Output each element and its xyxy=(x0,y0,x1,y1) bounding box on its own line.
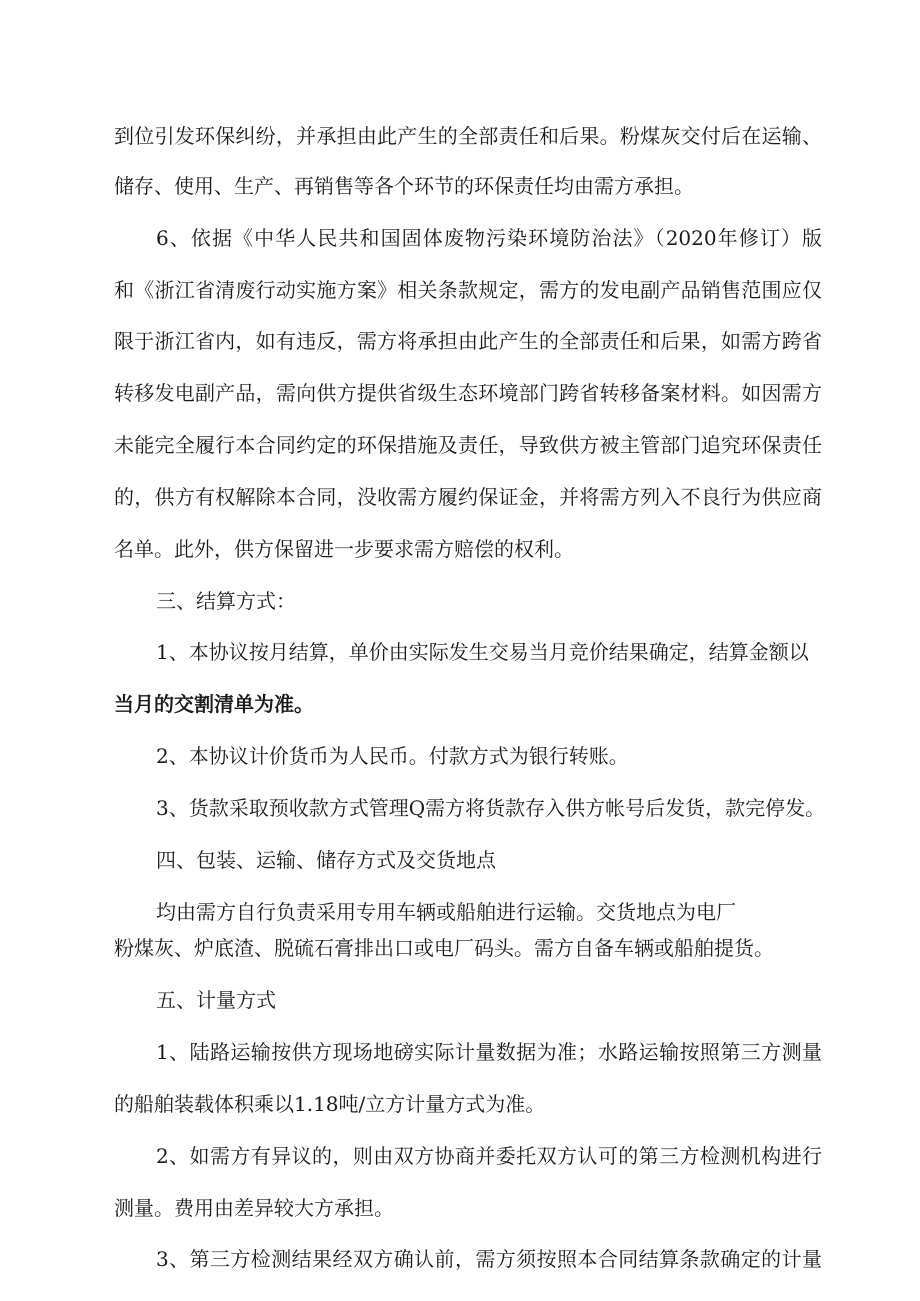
paragraph-line: 和《浙江省清废行动实施方案》相关条款规定，需方的发电副产品销售范围应仅 xyxy=(114,278,822,302)
paragraph-line: 均由需方自行负责采用专用车辆或船舶进行运输。交货地点为电厂 xyxy=(156,900,736,924)
paragraph-line: 到位引发环保纠纷，并承担由此产生的全部责任和后果。粉煤灰交付后在运输、 xyxy=(114,124,822,148)
paragraph-line: 粉煤灰、炉底渣、脱硫石膏排出口或电厂码头。需方自备车辆或船舶提货。 xyxy=(114,936,774,960)
paragraph-line: 的船舶装载体积乘以1.18吨/立方计量方式为准。 xyxy=(114,1092,546,1116)
paragraph-line: 1、本协议按月结算，单价由实际发生交易当月竞价结果确定，结算金额以 xyxy=(156,640,809,664)
paragraph-line: 名单。此外，供方保留进一步要求需方赔偿的权利。 xyxy=(114,537,574,561)
paragraph-line: 3、第三方检测结果经双方确认前，需方须按照本合同结算条款确定的计量 xyxy=(156,1247,822,1271)
section-heading: 三、结算方式： xyxy=(156,589,296,613)
paragraph-line: 限于浙江省内，如有违反，需方将承担由此产生的全部责任和后果，如需方跨省 xyxy=(114,329,822,353)
paragraph-line: 3、货款采取预收款方式管理Q需方将货款存入供方帐号后发货，款完停发。 xyxy=(156,796,826,820)
section-heading: 五、计量方式 xyxy=(156,988,276,1012)
paragraph-line: 1、陆路运输按供方现场地磅实际计量数据为准；水路运输按照第三方测量 xyxy=(156,1040,822,1064)
paragraph-line: 的，供方有权解除本合同，没收需方履约保证金，并将需方列入不良行为供应商 xyxy=(114,485,822,509)
paragraph-line: 未能完全履行本合同约定的环保措施及责任，导致供方被主管部门追究环保责任 xyxy=(114,433,822,457)
paragraph-line: 转移发电副产品，需向供方提供省级生态环境部门跨省转移备案材料。如因需方 xyxy=(114,381,822,405)
paragraph-line: 测量。费用由差异较大方承担。 xyxy=(114,1196,394,1220)
paragraph-line: 2、本协议计价货币为人民币。付款方式为银行转账。 xyxy=(156,744,629,768)
paragraph-line: 当月的交割清单为准。 xyxy=(114,692,314,716)
paragraph-line: 2、如需方有异议的，则由双方协商并委托双方认可的第三方检测机构进行 xyxy=(156,1144,822,1168)
paragraph-line: 储存、使用、生产、再销售等各个环节的环保责任均由需方承担。 xyxy=(114,174,694,198)
paragraph-line: 6、依据《中华人民共和国固体废物污染环境防治法》（2020年修订）版 xyxy=(156,226,822,250)
section-heading: 四、包装、运输、储存方式及交货地点 xyxy=(156,848,496,872)
